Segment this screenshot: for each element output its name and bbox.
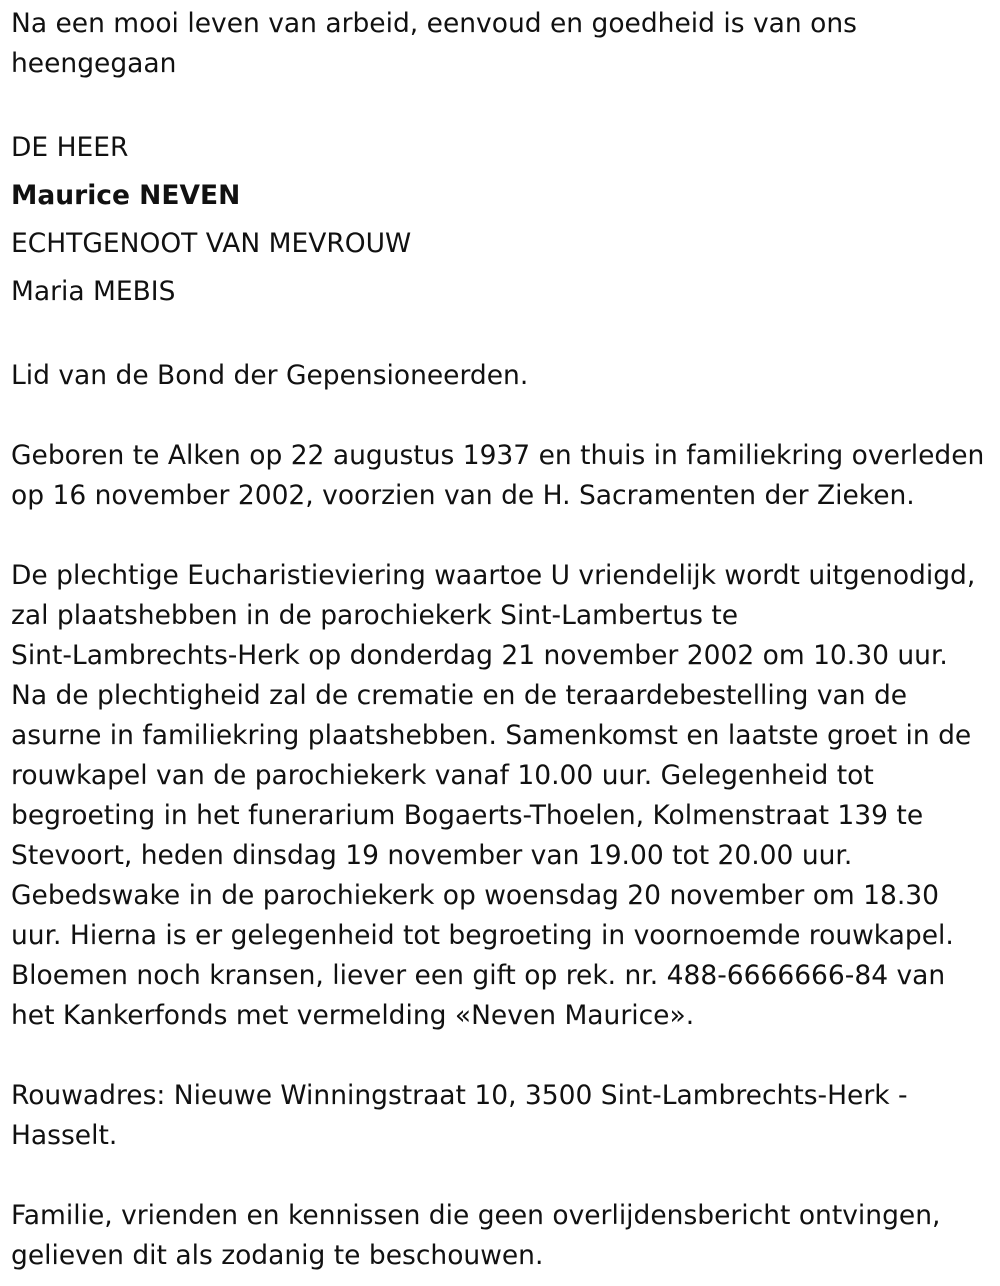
ceremony-line: Stevoort, heden dinsdag 19 november van 19.00 tot 20.00 uur. <box>11 840 853 871</box>
ceremony-paragraph <box>11 556 991 1036</box>
relation-label: ECHTGENOOT VAN MEVROUW <box>11 228 412 259</box>
intro-line: Na een mooi leven van arbeid, eenvoud en goedheid is van ons <box>11 8 857 39</box>
death-notice-document <box>11 4 991 1276</box>
ceremony-line: begroeting in het funerarium Bogaerts-Thoelen, Kolmenstraat 139 te <box>11 800 924 831</box>
salutation: DE HEER <box>11 132 129 163</box>
ceremony-line: zal plaatshebben in de parochiekerk Sint-Lambertus te <box>11 600 739 631</box>
ceremony-line: De plechtige Eucharistieviering waartoe U vriendelijk wordt uitgenodigd, <box>11 560 976 591</box>
paragraph-gap <box>11 1156 991 1196</box>
birth-death-line: op 16 november 2002, voorzien van de H. Sacramenten der Zieken. <box>11 480 915 511</box>
ceremony-line: Sint-Lambrechts-Herk op donderdag 21 november 2002 om 10.30 uur. <box>11 640 948 671</box>
ceremony-line: Na de plechtigheid zal de crematie en de teraardebestelling van de <box>11 680 908 711</box>
deceased-name: Maurice NEVEN <box>11 180 241 211</box>
address-line: Rouwadres: Nieuwe Winningstraat 10, 3500 Sint-Lambrechts-Herk - <box>11 1080 908 1111</box>
closing-line: gelieven dit als zodanig te beschouwen. <box>11 1240 544 1271</box>
closing-paragraph <box>11 1196 991 1276</box>
ceremony-line: het Kankerfonds met vermelding «Neven Maurice». <box>11 1000 695 1031</box>
person-block <box>11 124 991 316</box>
membership-text: Lid van de Bond der Gepensioneerden. <box>11 360 529 391</box>
ceremony-line: uur. Hierna is er gelegenheid tot begroeting in voornoemde rouwkapel. <box>11 920 954 951</box>
birth-death-paragraph <box>11 436 991 516</box>
closing-line: Familie, vrienden en kennissen die geen overlijdensbericht ontvingen, <box>11 1200 941 1231</box>
birth-death-line: Geboren te Alken op 22 augustus 1937 en thuis in familiekring overleden <box>11 440 985 471</box>
intro-paragraph <box>11 4 991 84</box>
paragraph-gap <box>11 1036 991 1076</box>
address-line: Hasselt. <box>11 1120 118 1151</box>
paragraph-gap <box>11 84 991 124</box>
paragraph-gap <box>11 316 991 356</box>
paragraph-gap <box>11 396 991 436</box>
ceremony-line: Gebedswake in de parochiekerk op woensdag 20 november om 18.30 <box>11 880 940 911</box>
intro-line: heengegaan <box>11 48 177 79</box>
address-paragraph <box>11 1076 991 1156</box>
ceremony-line: asurne in familiekring plaatshebben. Samenkomst en laatste groet in de <box>11 720 972 751</box>
ceremony-line: Bloemen noch kransen, liever een gift op rek. nr. 488-6666666-84 van <box>11 960 946 991</box>
spouse-name: Maria MEBIS <box>11 276 176 307</box>
ceremony-line: rouwkapel van de parochiekerk vanaf 10.00 uur. Gelegenheid tot <box>11 760 874 791</box>
paragraph-gap <box>11 516 991 556</box>
